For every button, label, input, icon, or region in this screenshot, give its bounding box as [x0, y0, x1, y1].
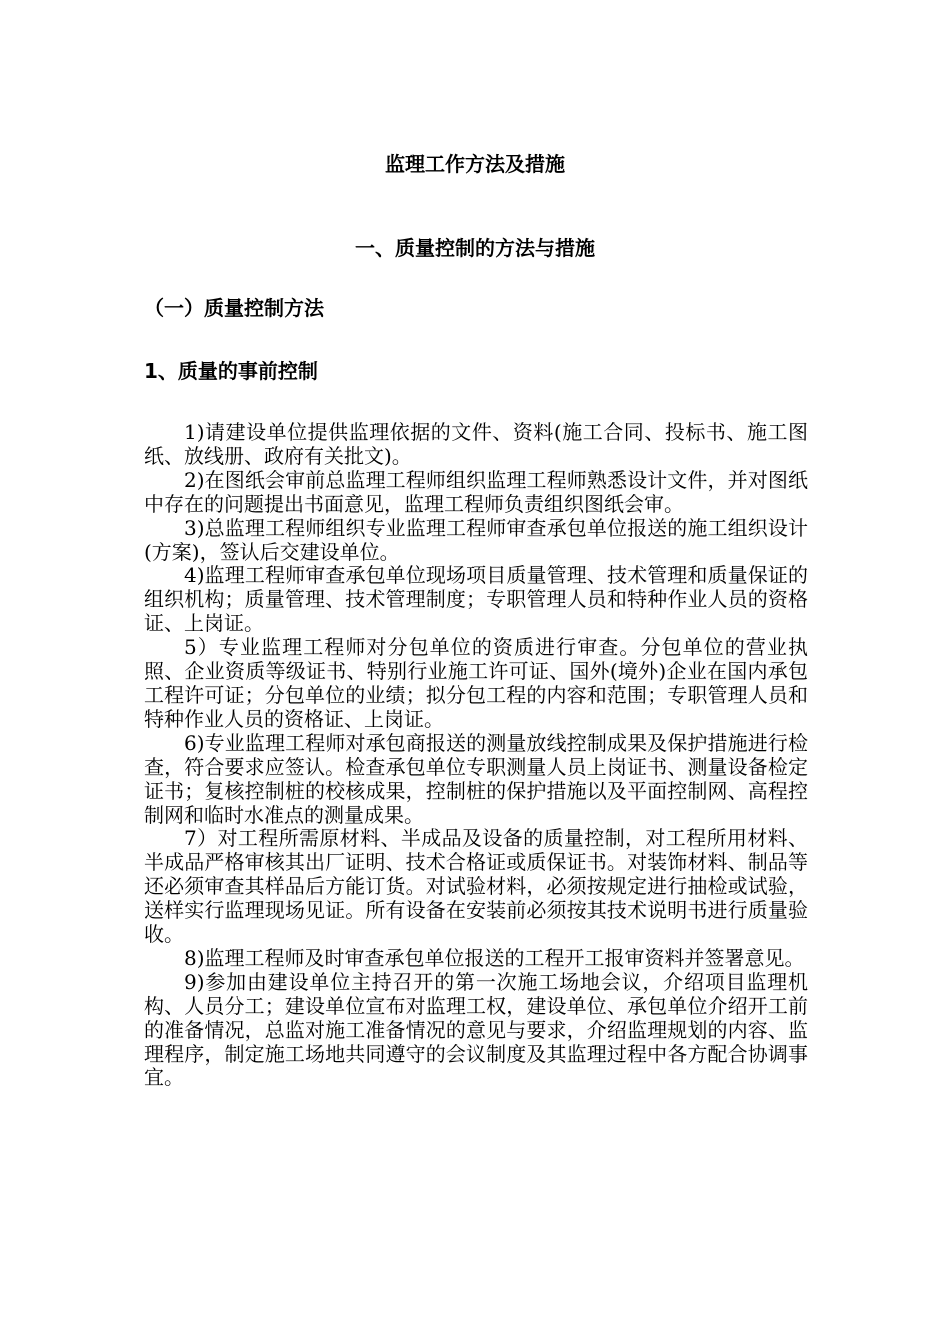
document-title: 监理工作方法及措施 — [385, 152, 565, 176]
paragraph-9: 9)参加由建设单位主持召开的第一次施工场地会议，介绍项目监理机构、人员分工；建设单位宣布对监理工权，建设单位、承包单位介绍开工前的准备情况，总监对施工准备情况的意见与要求，介绍监理规划的内容、监理程序，制定施工场地共同遵守的会议制度及其监理过程中各方配合协调事宜。 — [144, 969, 808, 1090]
paragraph-4: 4)监理工程师审查承包单位现场项目质量管理、技术管理和质量保证的组织机构；质量管理、技术管理制度；专职管理人员和特种作业人员的资格证、上岗证。 — [144, 563, 808, 636]
subsubsection-heading: 1、质量的事前控制 — [144, 359, 318, 383]
paragraph-5: 5）专业监理工程师对分包单位的资质进行审查。分包单位的营业执照、企业资质等级证书、特别行业施工许可证、国外(境外)企业在国内承包工程许可证；分包单位的业绩；拟分包工程的内容和范围；专职管理人员和特种作业人员的资格证、上岗证。 — [144, 635, 808, 731]
paragraph-2: 2)在图纸会审前总监理工程师组织监理工程师熟悉设计文件，并对图纸中存在的问题提出书面意见，监理工程师负责组织图纸会审。 — [144, 467, 808, 516]
paragraph-8: 8)监理工程师及时审查承包单位报送的工程开工报审资料并签署意见。 — [184, 945, 805, 970]
section-heading: 一、质量控制的方法与措施 — [355, 236, 595, 260]
paragraph-1: 1)请建设单位提供监理依据的文件、资料(施工合同、投标书、施工图纸、放线册、政府有关批文)。 — [144, 420, 808, 468]
paragraph-6: 6)专业监理工程师对承包商报送的测量放线控制成果及保护措施进行检查，符合要求应签认。检查承包单位专职测量人员上岗证书、测量设备检定证书；复核控制桩的校核成果，控制桩的保护措施以及平面控制网、高程控制网和临时水准点的测量成果。 — [144, 730, 808, 827]
subsection-heading: （一）质量控制方法 — [144, 296, 324, 320]
body-text — [144, 421, 808, 1090]
paragraph-3: 3)总监理工程师组织专业监理工程师审查承包单位报送的施工组织设计(方案)，签认后交建设单位。 — [144, 515, 808, 564]
paragraph-7: 7）对工程所需原材料、半成品及设备的质量控制，对工程所用材料、半成品严格审核其出厂证明、技术合格证或质保证书。对装饰材料、制品等还必须审查其样品后方能订货。对试验材料，必须按规定进行抽检或试验，送样实行监理现场见证。所有设备在安装前必须按其技术说明书进行质量验收。 — [144, 826, 808, 947]
